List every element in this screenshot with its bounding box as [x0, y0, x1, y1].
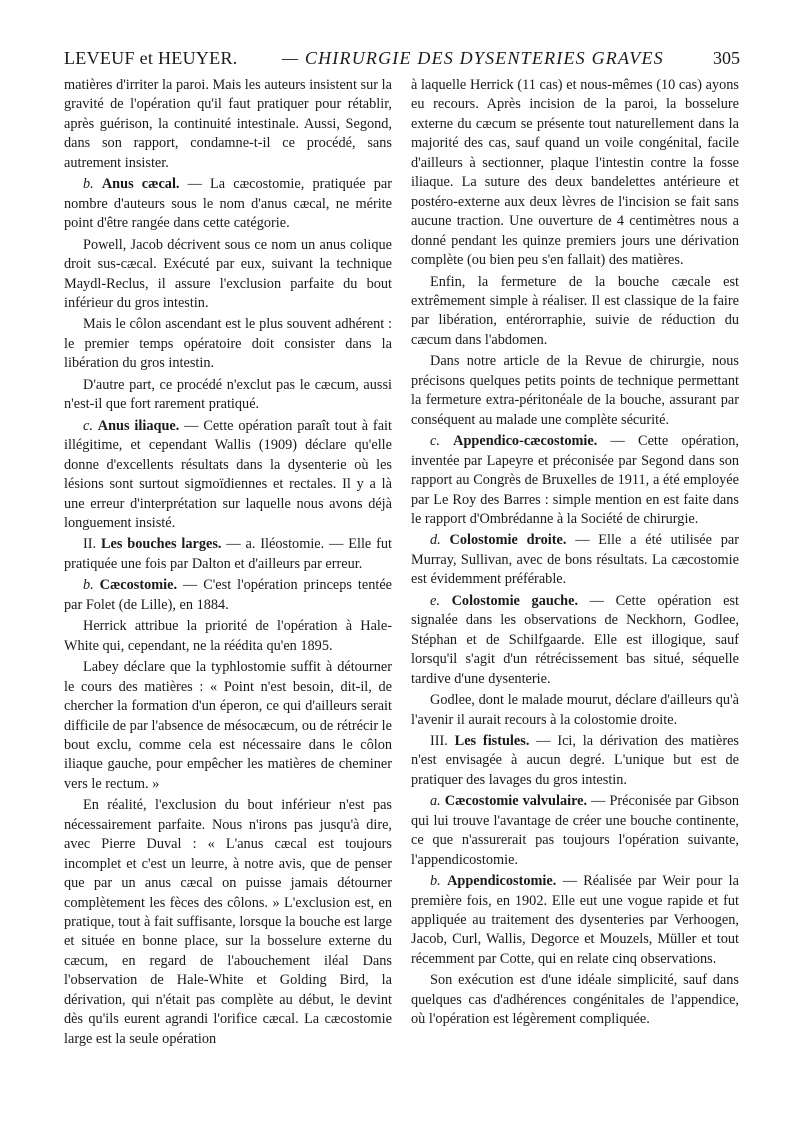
paragraph: matières d'irriter la paroi. Mais les auteurs insistent sur la gravité de l'opération qu'il faut pratiquer pour rétablir, après guérison, la continuité intestinale. Aussi, Segond, dans son rapport, condamne-t-il ce procédé, sans autrement insister. — [64, 77, 392, 171]
section-paragraph — [411, 592, 739, 689]
section-text: — Réalisée par Weir pour la première fois, en 1902. Elle eut une vogue rapide et fut appliquée au traitement des dysenteries par Verhoogen, Jacob, Curl, Wallis, Degorce et Mouzels, Müller et tout récemment par Cotte, qui en relate cinq observations. — [411, 873, 739, 967]
section-paragraph — [411, 531, 739, 589]
section-number: c. — [83, 417, 93, 434]
section-number: b. — [83, 577, 94, 594]
section-number: a. — [430, 793, 441, 810]
paragraph: Dans notre article de la Revue de chirurgie, nous précisons quelques petits points de technique permettant la fermeture extra-péritonéale de la bouche, assurant par conséquent au malade une complète sécurité. — [411, 353, 739, 428]
paragraph: Mais le côlon ascendant est le plus souvent adhérent : le premier temps opératoire doit consister dans la libération du gros intestin. — [64, 316, 392, 372]
section-number: c. — [430, 433, 440, 450]
left-column — [64, 76, 392, 1051]
section-number: e. — [430, 592, 440, 609]
section-paragraph — [411, 732, 739, 790]
paragraph: Godlee, dont le malade mourut, déclare d'ailleurs qu'à l'avenir il aurait recours à la colostomie droite. — [411, 692, 739, 728]
section-text: — Cette opération, inventée par Lapeyre et préconisée par Segond dans son rapport au Congrès de Bruxelles de 1911, a été employée par Le Roy des Barres : simple mention en est faite dans le rapport d'Ombrédanne à la Société de chirurgie. — [411, 433, 739, 527]
running-header — [64, 46, 740, 78]
section-paragraph — [64, 417, 392, 534]
paragraph: Powell, Jacob décrivent sous ce nom un anus colique droit sus-cæcal. Exécuté par eux, suivant la technique Maydl-Reclus, il assure l'exclusion parfaite du bout inférieur du gros intestin. — [64, 236, 392, 311]
section-heading: Anus iliaque. — [97, 417, 180, 434]
section-heading: Appendicostomie. — [447, 873, 557, 890]
section-heading: Cæcostomie. — [99, 577, 178, 594]
section-number: d. — [430, 532, 441, 549]
section-paragraph — [64, 535, 392, 574]
section-paragraph — [64, 175, 392, 233]
header-title: — CHIRURGIE DES DYSENTERIES GRAVES — [282, 48, 664, 68]
page-number: 305 — [713, 48, 740, 68]
section-heading: Anus cæcal. — [101, 176, 180, 193]
section-heading: Appendico-cæcostomie. — [453, 433, 598, 450]
paragraph: Enfin, la fermeture de la bouche cæcale est extrêmement simple à réaliser. Il est classique de la faire par libération, entérorraphie, suivie de réduction du cæcum dans l'abdomen. — [411, 273, 739, 348]
section-text: — Ici, la dérivation des matières n'est envisagée à aucun degré. L'unique but est de pratiquer des lavages du gros intestin. — [411, 732, 739, 788]
section-text: — Elle a été utilisée par Murray, Sullivan, avec de bons résultats. La cæcostomie est évidemment préférable. — [411, 532, 739, 588]
paragraph: En réalité, l'exclusion du bout inférieur n'est pas nécessairement parfaite. Nous n'irons pas jusqu'à dire, avec Pierre Duval : « L'anus cæcal est toujours incomplet et c'est un leurre, à notre avis, que de penser que par un anus cæcal on puisse jamais détourner complètement les fèces des côlons. » L'exclusion est, en pratique, tout à fait suffisante, lorsque la bouche est large et située en bonne place, sur la bosselure externe du cæcum, en regard de l'abouchement iléal Dans l'observation de Hale-White et Golding Bird, la dérivation, qui n'était pas complète au début, le devint dès qu'ils eurent agrandi l'orifice cæcal. La cæcostomie large est la seule opération — [64, 797, 392, 1047]
section-heading: Les fistules. — [454, 732, 530, 749]
right-column — [411, 76, 739, 1032]
paragraph: Son exécution est d'une idéale simplicité, sauf dans quelques cas d'adhérences congénitales de l'appendice, où l'opération est légèrement compliquée. — [411, 972, 739, 1028]
paragraph: à laquelle Herrick (11 cas) et nous-mêmes (10 cas) ayons eu recours. Après incision de la paroi, la bosselure externe du cæcum se présente tout naturellement dans la majorité des cas, sauf quand un voile congénital, facile d'ailleurs à sectionner, plaque l'intestin contre la fosse iliaque. La suture des deux bandelettes antérieure et postéro-externe aux deux lèvres de l'incision se fait sans aucune traction. Une ouverture de 4 centimètres nous a donné pendant les quinze premiers jours une dérivation complète (ou bien peu s'en fallait) des matières. — [411, 77, 739, 269]
paragraph: Labey déclare que la typhlostomie suffit à détourner le cours des matières : « Point n'est besoin, dit-il, de chercher la formation d'un éperon, ce qui d'ailleurs serait difficile de par l'absence de mésocæcum, ou de rétrécir le bout exclu, comme cela est nécessaire dans le côlon iliaque gauche, pour empêcher les matières de cheminer vers le rectum. » — [64, 659, 392, 792]
section-number: II. — [83, 536, 97, 553]
header-authors: LEVEUF et HEUYER. — [64, 48, 238, 68]
section-heading: Colostomie gauche. — [451, 592, 579, 609]
section-number: b. — [430, 873, 441, 890]
section-number: III. — [430, 732, 448, 749]
section-text: — C'est l'opération princeps tentée par Folet (de Lille), en 1884. — [64, 577, 393, 613]
section-text: — Cette opération est signalée dans les observations de Neckhorn, Godlee, Stéphan et de Schilfgaarde. Elle est illogique, sauf lorsqu'il s'agit d'un rétrécissement bas situé, séquelle tardive d'une dysenterie. — [411, 592, 739, 687]
section-heading: Colostomie droite. — [449, 532, 567, 549]
paragraph: Herrick attribue la priorité de l'opération à Hale-White qui, cependant, ne la réédita qu'en 1895. — [64, 618, 392, 654]
section-text: — a. Iléostomie. — Elle fut pratiquée une fois par Dalton et d'ailleurs par erreur. — [64, 536, 392, 572]
section-text: — La cæcostomie, pratiquée par nombre d'auteurs sous le nom d'anus cæcal, ne mérite point d'être rangée dans cette catégorie. — [64, 176, 393, 232]
section-text: — Préconisée par Gibson qui lui trouve l'avantage de créer une bouche continente, ce que n'assurerait pas toujours l'opération suivante, l'appendicostomie. — [411, 793, 739, 868]
section-paragraph — [64, 576, 392, 615]
section-heading: Cæcostomie valvulaire. — [444, 793, 588, 810]
paragraph: D'autre part, ce procédé n'exclut pas le cæcum, aussi n'est-il que fort rarement pratiqué. — [64, 376, 392, 413]
section-heading: Les bouches larges. — [100, 536, 222, 553]
section-paragraph — [411, 792, 739, 870]
section-paragraph — [411, 432, 739, 529]
section-paragraph — [411, 872, 739, 969]
section-text: — Cette opération paraît tout à fait illégitime, et cependant Wallis (1909) déclare qu'elle donne d'excellents résultats dans la dysenterie où les lésions sont surtout sigmoïdiennes et rectales. Il y a là une erreur d'interprétation sur laquelle nous avons déjà longuement insisté. — [64, 417, 392, 531]
section-number: b. — [83, 176, 94, 193]
